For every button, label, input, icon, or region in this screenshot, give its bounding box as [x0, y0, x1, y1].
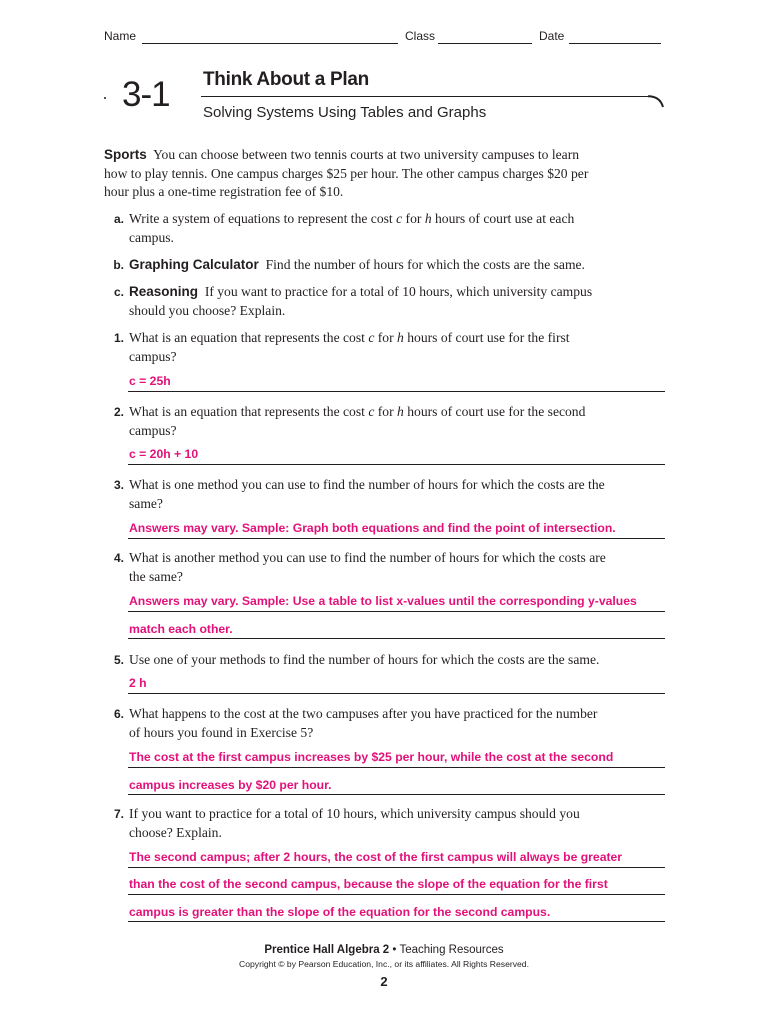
question-text: What is another method you can use to find the number of hours for which the costs are the same?	[129, 550, 606, 584]
title-rule	[201, 96, 653, 97]
answer-line[interactable]	[128, 391, 665, 392]
decorative-dot	[104, 97, 106, 99]
answer-line[interactable]	[128, 794, 665, 795]
question-text: What happens to the cost at the two campuses after you have practiced for the number of hours you found in Exercise 5?	[129, 706, 598, 740]
answer-line[interactable]	[128, 767, 665, 768]
part-text: Reasoning If you want to practice for a total of 10 hours, which university campus should you choose? Explain.	[129, 284, 593, 318]
question-number: 1.	[113, 331, 124, 345]
lesson-number: 3-1	[122, 75, 170, 114]
problem-statement	[104, 146, 604, 202]
answer-text: campus is greater than the slope of the equation for the second campus.	[129, 905, 551, 919]
question-number: 5.	[113, 653, 124, 667]
footer-copyright: Copyright © by Pearson Education, Inc., or its affiliates. All Rights Reserved.	[239, 959, 529, 969]
answer-text: Answers may vary. Sample: Graph both equations and find the point of intersection.	[129, 521, 616, 535]
answer-text: The cost at the first campus increases by $25 per hour, while the cost at the second	[129, 750, 614, 764]
answer-line[interactable]	[128, 894, 665, 895]
footer-credit	[0, 943, 768, 957]
answer-line[interactable]	[128, 921, 665, 922]
answer-line[interactable]	[128, 538, 665, 539]
answer-text: than the cost of the second campus, because the slope of the equation for the first	[129, 877, 608, 891]
answer-text: c = 25h	[129, 374, 171, 388]
footer-section: Teaching Resources	[399, 944, 504, 956]
question-text: What is an equation that represents the cost c for h hours of court use for the first campus?	[129, 330, 570, 364]
question-number: 3.	[113, 478, 124, 492]
answer-text: 2 h	[129, 676, 147, 690]
part-marker: b.	[113, 258, 124, 272]
answer-text: match each other.	[129, 622, 233, 636]
question-number: 6.	[113, 707, 124, 721]
question-text: What is an equation that represents the cost c for h hours of court use for the second campus?	[129, 404, 586, 438]
lesson-title: Think About a Plan	[203, 69, 369, 90]
part-text: Write a system of equations to represent the cost c for h hours of court use at each campus.	[129, 211, 575, 245]
date-field-line[interactable]	[569, 43, 661, 44]
class-label: Class	[405, 29, 436, 43]
answer-line[interactable]	[128, 867, 665, 868]
footer-separator: •	[392, 944, 397, 956]
date-label: Date	[539, 29, 565, 43]
question-text: If you want to practice for a total of 10 hours, which university campus should you choose? Explain.	[129, 806, 580, 840]
part-marker: a.	[113, 212, 124, 226]
problem-text: You can choose between two tennis courts at two university campuses to learn how to play tennis. One campus charges $25 per hour. The other campus charges $20 per hour plus a one-time registration fee of $10.	[104, 147, 589, 199]
answer-line[interactable]	[128, 611, 665, 612]
name-field-line[interactable]	[142, 43, 398, 44]
title-rule-curve	[648, 95, 664, 109]
question-number: 2.	[113, 405, 124, 419]
footer-book-title: Prentice Hall Algebra 2	[264, 944, 390, 956]
answer-text: The second campus; after 2 hours, the cost of the first campus will always be greater	[129, 850, 623, 864]
page-number: 2	[380, 974, 388, 989]
part-text: Graphing Calculator Find the number of hours for which the costs are the same.	[129, 257, 585, 272]
answer-text: c = 20h + 10	[129, 447, 199, 461]
answer-text: Answers may vary. Sample: Use a table to list x-values until the corresponding y-values	[129, 594, 637, 608]
answer-text: campus increases by $20 per hour.	[129, 778, 332, 792]
lesson-subtitle: Solving Systems Using Tables and Graphs	[203, 104, 487, 121]
answer-line[interactable]	[128, 464, 665, 465]
part-marker: c.	[113, 285, 124, 299]
question-text: Use one of your methods to find the number of hours for which the costs are the same.	[129, 652, 600, 667]
question-number: 4.	[113, 551, 124, 565]
answer-line[interactable]	[128, 638, 665, 639]
question-number: 7.	[113, 807, 124, 821]
answer-line[interactable]	[128, 693, 665, 694]
question-text: What is one method you can use to find the number of hours for which the costs are the same?	[129, 477, 605, 511]
class-field-line[interactable]	[438, 43, 532, 44]
name-label: Name	[104, 29, 137, 43]
problem-label: Sports	[104, 147, 147, 162]
